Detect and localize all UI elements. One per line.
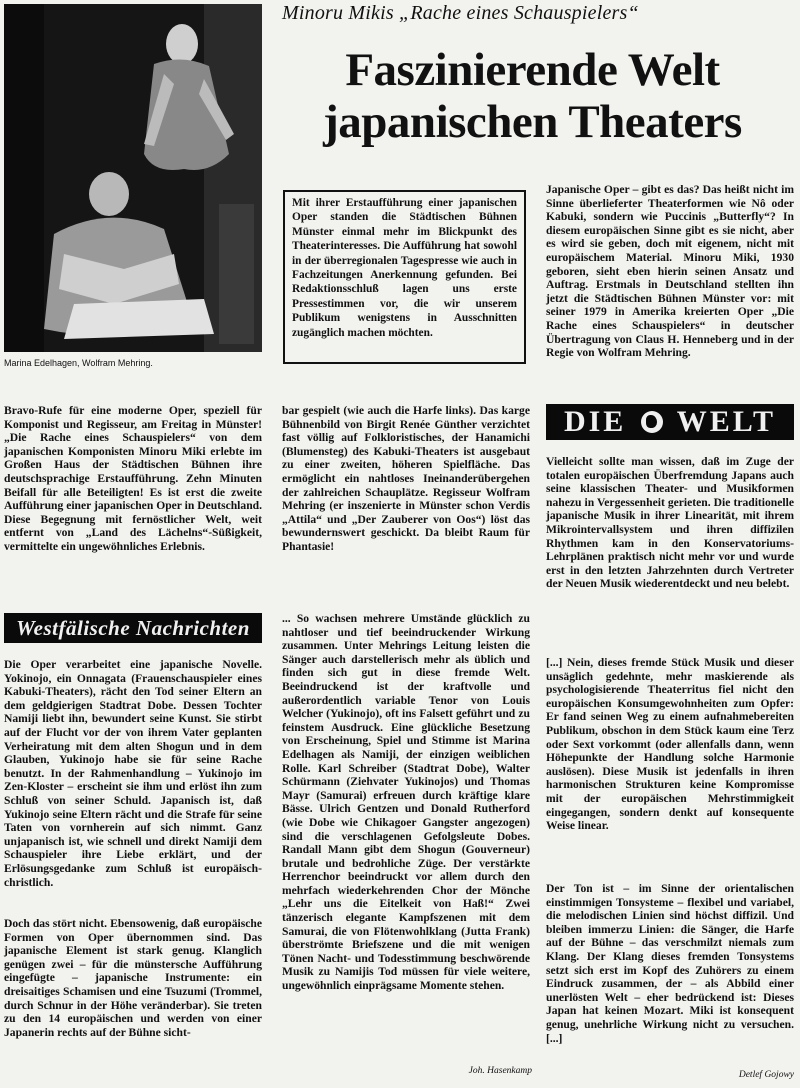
masthead-westfaelische-nachrichten: Westfälische Nachrichten — [4, 613, 262, 643]
wn-paragraph-2: Die Oper verarbeitet eine japanische Novelle. Yokinojo, ein Onnagata (Frauenschauspieler eines Kabuki-Theaters), rächt den Tod seiner Eltern an dem geldgierigen Stadtrat Dobe. Dessen Tochter Namiji liebt ihn, bewundert seine Kunst. Sie stirbt auf der Flucht vor der von ihrem Vater geplanten Verheiratung mit dem alten Shogun und in dem Glauben, Yukinojo habe sie für seine Rache benutzt. In der Rahmenhandlung – Yukinojo im Zen-Kloster – erscheint sie ihm und erlöst ihn zum Schluß von seiner Schuld. Japanisch ist, daß Yukinojo seine Eltern rächt und die Strafe für seine Taten von vornherein auf sich nimmt. Ganz unjapanisch ist, wie schnell und direkt Namiji dem Schauspieler ihre Liebe erklärt, und der Erlösungsgedanke zum Schluß ist europäisch-christlich. — [4, 658, 262, 889]
wn-paragraph-5: ... So wachsen mehrere Umstände glücklich zu nahtloser und tief beeindruckender Wirkung zusammen. Unter Mehrings Leitung leisten die Sänger auch darstellerisch mehr als üblich und finden sich gut in diese fremde Welt. Beeindruckend ist der kraftvolle und außerordentlich variable Tenor von Louis Welcher (Yukinojo), oft ins Falsett geführt und zu feinstem Ausdruck. Eine glückliche Besetzung von Erscheinung, Spiel und Stimme ist Marina Edelhagen als Namiji, der einzigen weiblichen Rolle. Karl Schreiber (Stadtrat Dobe), Walter Schürmann (Ziehvater Yukinojos) und Thomas Mayr (Samurai) erfreuen durch kräftige klare Bässe. Ulrich Gentzen und Donald Rutherford (wie Dobe wie Chikagoer Gangster angezogen) sind die verschlagenen Gefolgsleute Dobes. Randall Mann gibt dem Shogun (Gouverneur) brutale und bedrohliche Züge. Der verstärkte Herrenchor beeindruckt vor allem durch den mehrfach wiederkehrenden Chor der Mönche „Lehr uns die Eitelkeit von Haß!“ Zwei tänzerisch elegante Kampfszenen mit dem Samurai, die von Flötenwohlklang (Jutta Frank) überströmte Briefszene und die mit wenigen Tönen Nacht- und Todesstimmung beschwörende Musik zu Namijis Tod müssen für viele weitere, ungewöhnlich einprägsame Momente stehen. — [282, 612, 530, 993]
welt-intro-paragraph: Japanische Oper – gibt es das? Das heißt nicht im Sinne überlieferter Theaterformen wie Nô oder Kabuki, sondern wie Puccinis „Butterfly“? In diesem europäischen Sinne gibt es sie nicht, aber es wird sie geben, doch mit eigenem, nicht mit europäischem Material. Minoru Miki, 1930 geboren, sieht eben hierin seinen Ansatz und Auftrag. Erstmals in Deutschland stellten ihn jetzt die Städtischen Bühnen Münster vor: mit seiner 1979 in Amerika kreierten Oper „Die Rache eines Schauspielers“ in deutscher Übertragung von Claus H. Henneberg und in der Regie von Wolfram Mehring. — [546, 183, 794, 360]
headline — [270, 44, 795, 148]
globe-icon — [641, 411, 663, 433]
welt-paragraph-2: [...] Nein, dieses fremde Stück Musik und dieser unsäglich gedehnte, mehr maskierende als psychologisierende Theaterritus fiel nicht den europäischen Konsumgewohnheiten zum Opfer: Er fand seinen Weg zu einem aufnahmebereiten Publikum, obschon in dem Stück kaum eine Terz oder Sext vorkommt (oder allenfalls dann, wenn Höhepunkte der Handlung solche Harmonie auslösen). Diese Musik ist jedenfalls in ihren harmonischen Strukturen keine Kompromisse mit der europäischen Mehrstimmigkeit eingegangen, sondern denkt auf konsequente Weise linear. — [546, 656, 794, 833]
photo-caption: Marina Edelhagen, Wolfram Mehring. — [4, 358, 153, 368]
kicker: Minoru Mikis „Rache eines Schauspielers“ — [282, 2, 639, 24]
wn-paragraph-1: Bravo-Rufe für eine moderne Oper, speziell für Komponist und Regisseur, am Freitag in Münster! „Die Rache eines Schauspielers“ von dem japanischen Komponisten Minoru Miki erlebte im Großen Haus der Städtischen Bühnen ihre deutschsprachige Erstaufführung. Zehn Minuten Beifall für alle Beteiligten! Es ist erst die zweite Aufführung einer japanischen Oper in Deutschland. Diese Begegnung mit fernöstlicher Welt, weit entfernt von „Land des Lächelns“-Süßigkeit, vermittelte ein ungewöhnliches Erlebnis. — [4, 404, 262, 553]
stage-photo — [4, 4, 262, 352]
masthead-welt-right: WELT — [676, 405, 777, 438]
welt-paragraph-3: Der Ton ist – im Sinne der orientalischen einstimmigen Tonsysteme – flexibel und variabel, die melodischen Linien sind höchst diffizil. Und bleiben immerzu Linien: die Sänger, die Harfe auf der Bühne – das verschmilzt niemals zum Klang. Der Klang dieses fremden Tonsystems setzt sich erst im Kopf des Zuhörers zu einem Eindruck zusammen, der – als Abbild einer unerlösten Welt – eher bedrückend ist: Dieses Japan hat keinen Mozart. Miki ist konsequent genug, unehrliche Wirkung nicht zu versuchen. [...] — [546, 882, 794, 1045]
wn-paragraph-4: bar gespielt (wie auch die Harfe links). Das karge Bühnenbild von Birgit Renée Günther verzichtet fast völlig auf Folkloristisches, der Hanamichi (Blumensteg) des Kabuki-Theaters ist ausgebaut zu einer zweiten, höheren Spielfläche. Das ermöglicht ein nahtloses Ineinanderübergehen der zahlreichen Schauplätze. Regisseur Wolfram Mehring (er inszenierte in Münster schon Verdis „Attila“ und „Der Zauberer von Oos“) löst das bewundernswert geschickt. Da bleibt Raum für Phantasie! — [282, 404, 530, 553]
intro-box: Mit ihrer Erstaufführung einer japanischen Oper standen die Städtischen Bühnen Münster einmal mehr im Blickpunkt des Theaterinteresses. Die Aufführung hat sowohl in der überregionalen Tagespresse wie auch in Fachzeitungen Anerkennung gefunden. Bei Redaktionsschluß lagen uns erste Pressestimmen vor, die wir unserem Publikum wenigstens in Ausschnitten zugänglich machen möchten. — [283, 190, 526, 364]
wn-paragraph-3: Doch das stört nicht. Ebensowenig, daß europäische Formen von Oper übernommen sind. Das japanische Element ist stark genug. Klanglich genügen zwei – für die münstersche Aufführung eingefügte – japanische Instrumente: ein dreisaitiges Schamisen und eine Tsuzumi (Trommel, durch Schnur in der Höhe veränderbar). Sie treten zu den 14 europäischen und werden von einer Japanerin rechts auf der Bühne sicht- — [4, 917, 262, 1039]
headline-line-2: japanischen Theaters — [323, 96, 742, 148]
masthead-welt-left: DIE — [563, 405, 627, 438]
signature-hasenkamp: Joh. Hasenkamp — [468, 1066, 532, 1076]
signature-gojowy: Detlef Gojowy — [738, 1070, 794, 1080]
welt-paragraph-1: Vielleicht sollte man wissen, daß im Zuge der totalen europäischen Überfremdung Japans auch seine klassischen Theater- und Musikformen nahezu in Vergessenheit gerieten. Die traditionelle japanische Musik in ihrer Linearität, mit ihrem Mikrointervallsystem und ihren diffizilen Rhythmen kam in den Konservatoriums-Lehrplänen praktisch nicht mehr vor und wurde erst in den letzten Jahrzehnten durch Vertreter der Neuen Musik wiederentdeckt und neu belebt. — [546, 455, 794, 591]
masthead-die-welt — [546, 404, 794, 440]
headline-line-1: Faszinierende Welt — [345, 44, 720, 96]
